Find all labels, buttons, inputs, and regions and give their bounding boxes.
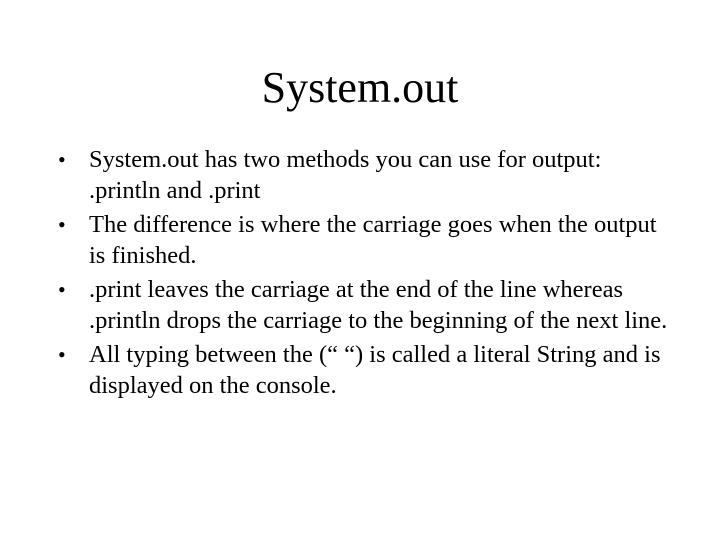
- bullet-text: All typing between the (“ “) is called a literal String and is displayed on the console.: [89, 341, 661, 399]
- bullet-item-1: [58, 145, 678, 206]
- bullet-item-2: [58, 210, 678, 271]
- slide-title: System.out: [261, 63, 459, 112]
- bullet-text: The difference is where the carriage goes when the output is finished.: [89, 211, 657, 269]
- bullet-list: [58, 145, 678, 405]
- bullet-icon: •: [58, 277, 66, 302]
- bullet-icon: •: [58, 212, 66, 237]
- bullet-text: .print leaves the carriage at the end of the line whereas .println drops the carriage to the beginning of the next line.: [89, 276, 668, 334]
- bullet-item-4: [58, 340, 678, 401]
- bullet-icon: •: [58, 147, 66, 172]
- bullet-icon: •: [58, 342, 66, 367]
- bullet-item-3: [58, 275, 678, 336]
- bullet-text: System.out has two methods you can use for output: .println and .print: [89, 146, 602, 204]
